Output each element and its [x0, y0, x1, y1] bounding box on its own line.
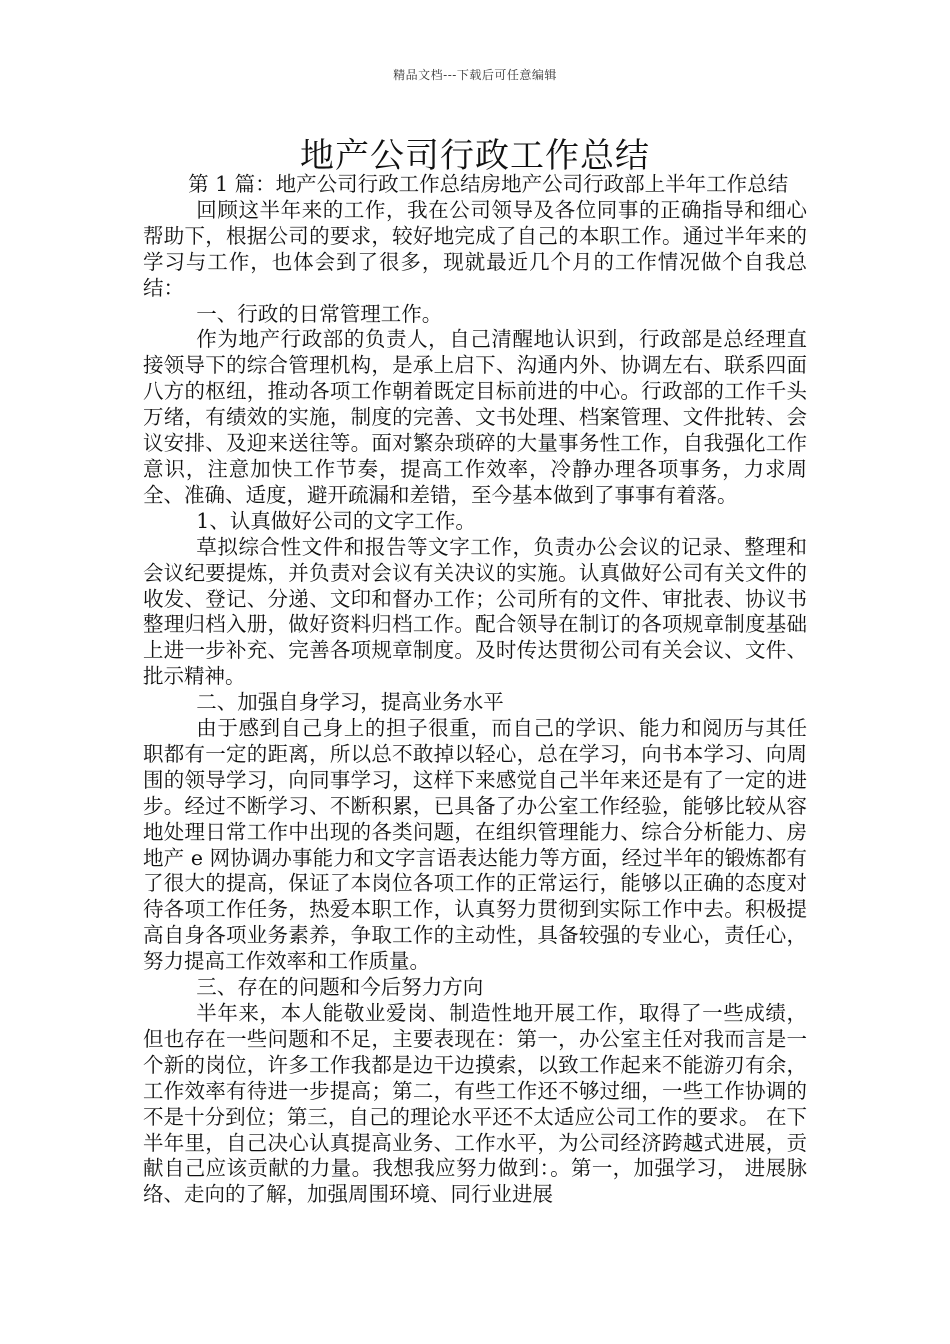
body-paragraph: 由于感到自己身上的担子很重，而自己的学识、能力和阅历与其任职都有一定的距离，所以总不敢掉以轻心，总在学习，向书本学习、向周围的领导学习，向同事学习，这样下来感觉自己半年来还是有了一定的进步。经过不断学习、不断积累，已具备了办公室工作经验，能够比较从容地处理日常工作中出现的各类问题，在组织管理能力、综合分析能力、房地产 e 网协调办事能力和文字言语表达能力等方面，经过半年的锻炼都有了很大的提高，保证了本岗位各项工作的正常运行，能够以正确的态度对待各项工作任务，热爱本职工作，认真努力贯彻到实际工作中去。积极提高自身各项业务素养，争取工作的主动性，具备较强的专业心，责任心，努力提高工作效率和工作质量。 — [143, 716, 807, 974]
section-heading: 三、存在的问题和今后努力方向 — [196, 975, 484, 1000]
section-heading: 二、加强自身学习，提高业务水平 — [196, 690, 504, 715]
body-paragraph: 回顾这半年来的工作，我在公司领导及各位同事的正确指导和细心帮助下，根据公司的要求，较好地完成了自己的本职工作。通过半年来的学习与工作，也体会到了很多，现就最近几个月的工作情况做个自我总结： — [143, 197, 807, 300]
section-subtitle: 第 1 篇：地产公司行政工作总结房地产公司行政部上半年工作总结 — [188, 172, 789, 196]
page-header: 精品文档---下载后可任意编辑 — [393, 68, 557, 82]
body-paragraph: 草拟综合性文件和报告等文字工作，负责办公会议的记录、整理和会议纪要提炼，并负责对会议有关决议的实施。认真做好公司有关文件的收发、登记、分递、文印和督办工作；公司所有的文件、审批表、协议书整理归档入册，做好资料归档工作。配合领导在制订的各项规章制度基础上进一步补充、完善各项规章制度。及时传达贯彻公司有关会议、文件、批示精神。 — [143, 534, 807, 689]
body-paragraph: 半年来，本人能敬业爱岗、制造性地开展工作，取得了一些成绩，但也存在一些问题和不足，主要表现在：第一，办公室主任对我而言是一个新的岗位，许多工作我都是边干边摸索，以致工作起来不能游刃有余，工作效率有待进一步提高；第二，有些工作还不够过细，一些工作协调的不是十分到位；第三，自己的理论水平还不太适应公司工作的要求。 在下半年里，自己决心认真提高业务、工作水平，为公司经济跨越式进展，贡献自己应该贡献的力量。我想我应努力做到：。第一，加强学习， 进展脉络、走向的了解，加强周围环境、同行业进展 — [143, 1001, 807, 1207]
document-body — [143, 172, 807, 1208]
document-title: 地产公司行政工作总结 — [300, 136, 650, 176]
body-paragraph: 作为地产行政部的负责人，自己清醒地认识到，行政部是总经理直接领导下的综合管理机构，是承上启下、沟通内外、协调左右、联系四面八方的枢纽，推动各项工作朝着既定目标前进的中心。行政部的工作千头万绪，有绩效的实施，制度的完善、文书处理、档案管理、文件批转、会议安排、及迎来送往等。面对繁杂琐碎的大量事务性工作，自我强化工作意识，注意加快工作节奏，提高工作效率，冷静办理各项事务，力求周全、准确、适度，避开疏漏和差错，至今基本做到了事事有着落。 — [143, 327, 807, 507]
section-heading: 1、认真做好公司的文字工作。 — [196, 508, 476, 533]
section-heading: 一、行政的日常管理工作。 — [196, 301, 443, 326]
